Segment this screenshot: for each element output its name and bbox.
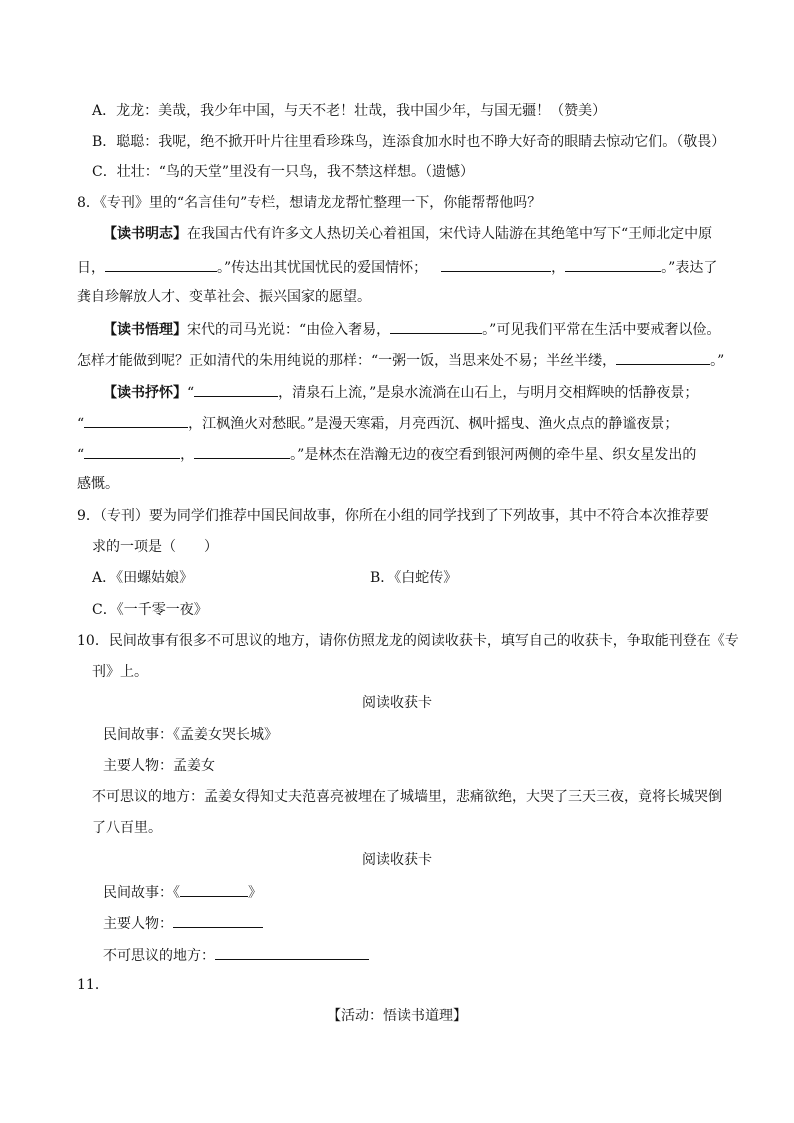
q7-option-c: C．壮壮：“鸟的天堂”里没有一只鸟，我不禁这样想。（遗憾） <box>92 164 475 180</box>
q8-para3-line1: 【读书抒怀】“ ，清泉石上流，”是泉水流淌在山石上，与明月交相辉映的恬静夜景； <box>103 381 698 401</box>
q7-option-b: B．聪聪：我呢，绝不掀开叶片往里看珍珠鸟，连添食加水时也不睁大好奇的眼睛去惊动它们。（敬畏） <box>92 134 726 150</box>
q9-option-b: B．《白蛇传》 <box>370 570 458 586</box>
q8-label-mingzhi: 【读书明志】 <box>103 226 187 242</box>
q8-label-shuhuai: 【读书抒怀】 <box>103 385 187 401</box>
person-answer-blank[interactable] <box>173 912 263 928</box>
answer-blank[interactable] <box>390 318 482 334</box>
q8-para3-line3: “ ， 。”是林杰在浩瀚无边的夜空看到银河两侧的牵牛星、织女星发出的 <box>77 443 696 463</box>
q8-para2-line2: 怎样才能做到呢？正如清代的朱用纯说的那样：“一粥一饭，当思来处不易；半丝半缕， 。” <box>77 349 724 369</box>
story-answer-blank[interactable] <box>180 881 248 897</box>
q9-stem-line2: 求的一项是（ ） <box>92 539 218 555</box>
q8-label-wuli: 【读书悟理】 <box>103 322 187 338</box>
q11-activity-title: 【活动：悟读书道理】 <box>327 1008 467 1024</box>
q10-stem-line1: 10．民间故事有很多不可思议的地方，请你仿照龙龙的阅读收获卡，填写自己的收获卡，争取能刊登在《专 <box>77 633 739 649</box>
answer-blank[interactable] <box>84 443 180 459</box>
reading-card-title-fill: 阅读收获卡 <box>362 852 432 868</box>
example-wonder-line2: 了八百里。 <box>92 820 162 836</box>
q7-option-a: A．龙龙：美哉，我少年中国，与天不老！壮哉，我中国少年，与国无疆！（赞美） <box>92 103 607 119</box>
fill-story: 民间故事：《 》 <box>103 881 262 901</box>
answer-blank[interactable] <box>194 443 290 459</box>
example-wonder-line1: 不可思议的地方：孟姜女得知丈夫范喜亮被埋在了城墙里，悲痛欲绝，大哭了三天三夜，竟将长城哭倒 <box>92 789 722 805</box>
q8-stem: 8．《专刊》里的“名言佳句”专栏，想请龙龙帮忙整理一下，你能帮帮他吗？ <box>77 195 542 211</box>
q8-para1-line2: 日， 。”传达出其忧国忧民的爱国情怀； ， 。”表达了 <box>77 256 717 276</box>
q8-para3-line4: 感慨。 <box>77 476 119 492</box>
q9-option-c: C．《一千零一夜》 <box>92 602 208 618</box>
example-person: 主要人物：孟姜女 <box>103 758 215 774</box>
q8-para1-line3: 龚自珍解放人才、变革社会、振兴国家的愿望。 <box>77 289 371 305</box>
q11-number: 11． <box>77 977 109 993</box>
answer-blank[interactable] <box>616 349 710 365</box>
example-story: 民间故事：《孟姜女哭长城》 <box>103 727 278 743</box>
answer-blank[interactable] <box>84 412 188 428</box>
reading-card-title-example: 阅读收获卡 <box>362 695 432 711</box>
answer-blank[interactable] <box>194 381 278 397</box>
q9-stem-line1: 9．（专刊）要为同学们推荐中国民间故事，你所在小组的同学找到了下列故事，其中不符合本次推荐要 <box>77 508 709 524</box>
q9-option-a: A．《田螺姑娘》 <box>92 570 194 586</box>
wonder-answer-blank[interactable] <box>215 944 369 960</box>
fill-wonder: 不可思议的地方： <box>103 944 369 964</box>
fill-person: 主要人物： <box>103 912 263 932</box>
q8-para2-line1: 【读书悟理】宋代的司马光说：“由俭入奢易， 。”可见我们平常在生活中要戒奢以俭。 <box>103 318 720 338</box>
q10-stem-line2: 刊》上。 <box>92 664 148 680</box>
answer-blank[interactable] <box>105 256 217 272</box>
answer-blank[interactable] <box>441 256 551 272</box>
q8-para1-line1: 【读书明志】在我国古代有许多文人热切关心着祖国，宋代诗人陆游在其绝笔中写下“王师北定中原 <box>103 226 713 242</box>
answer-blank[interactable] <box>565 256 661 272</box>
q8-para3-line2: “ ，江枫渔火对愁眠。”是漫天寒霜，月亮西沉、枫叶摇曳、渔火点点的静谧夜景； <box>77 412 678 432</box>
